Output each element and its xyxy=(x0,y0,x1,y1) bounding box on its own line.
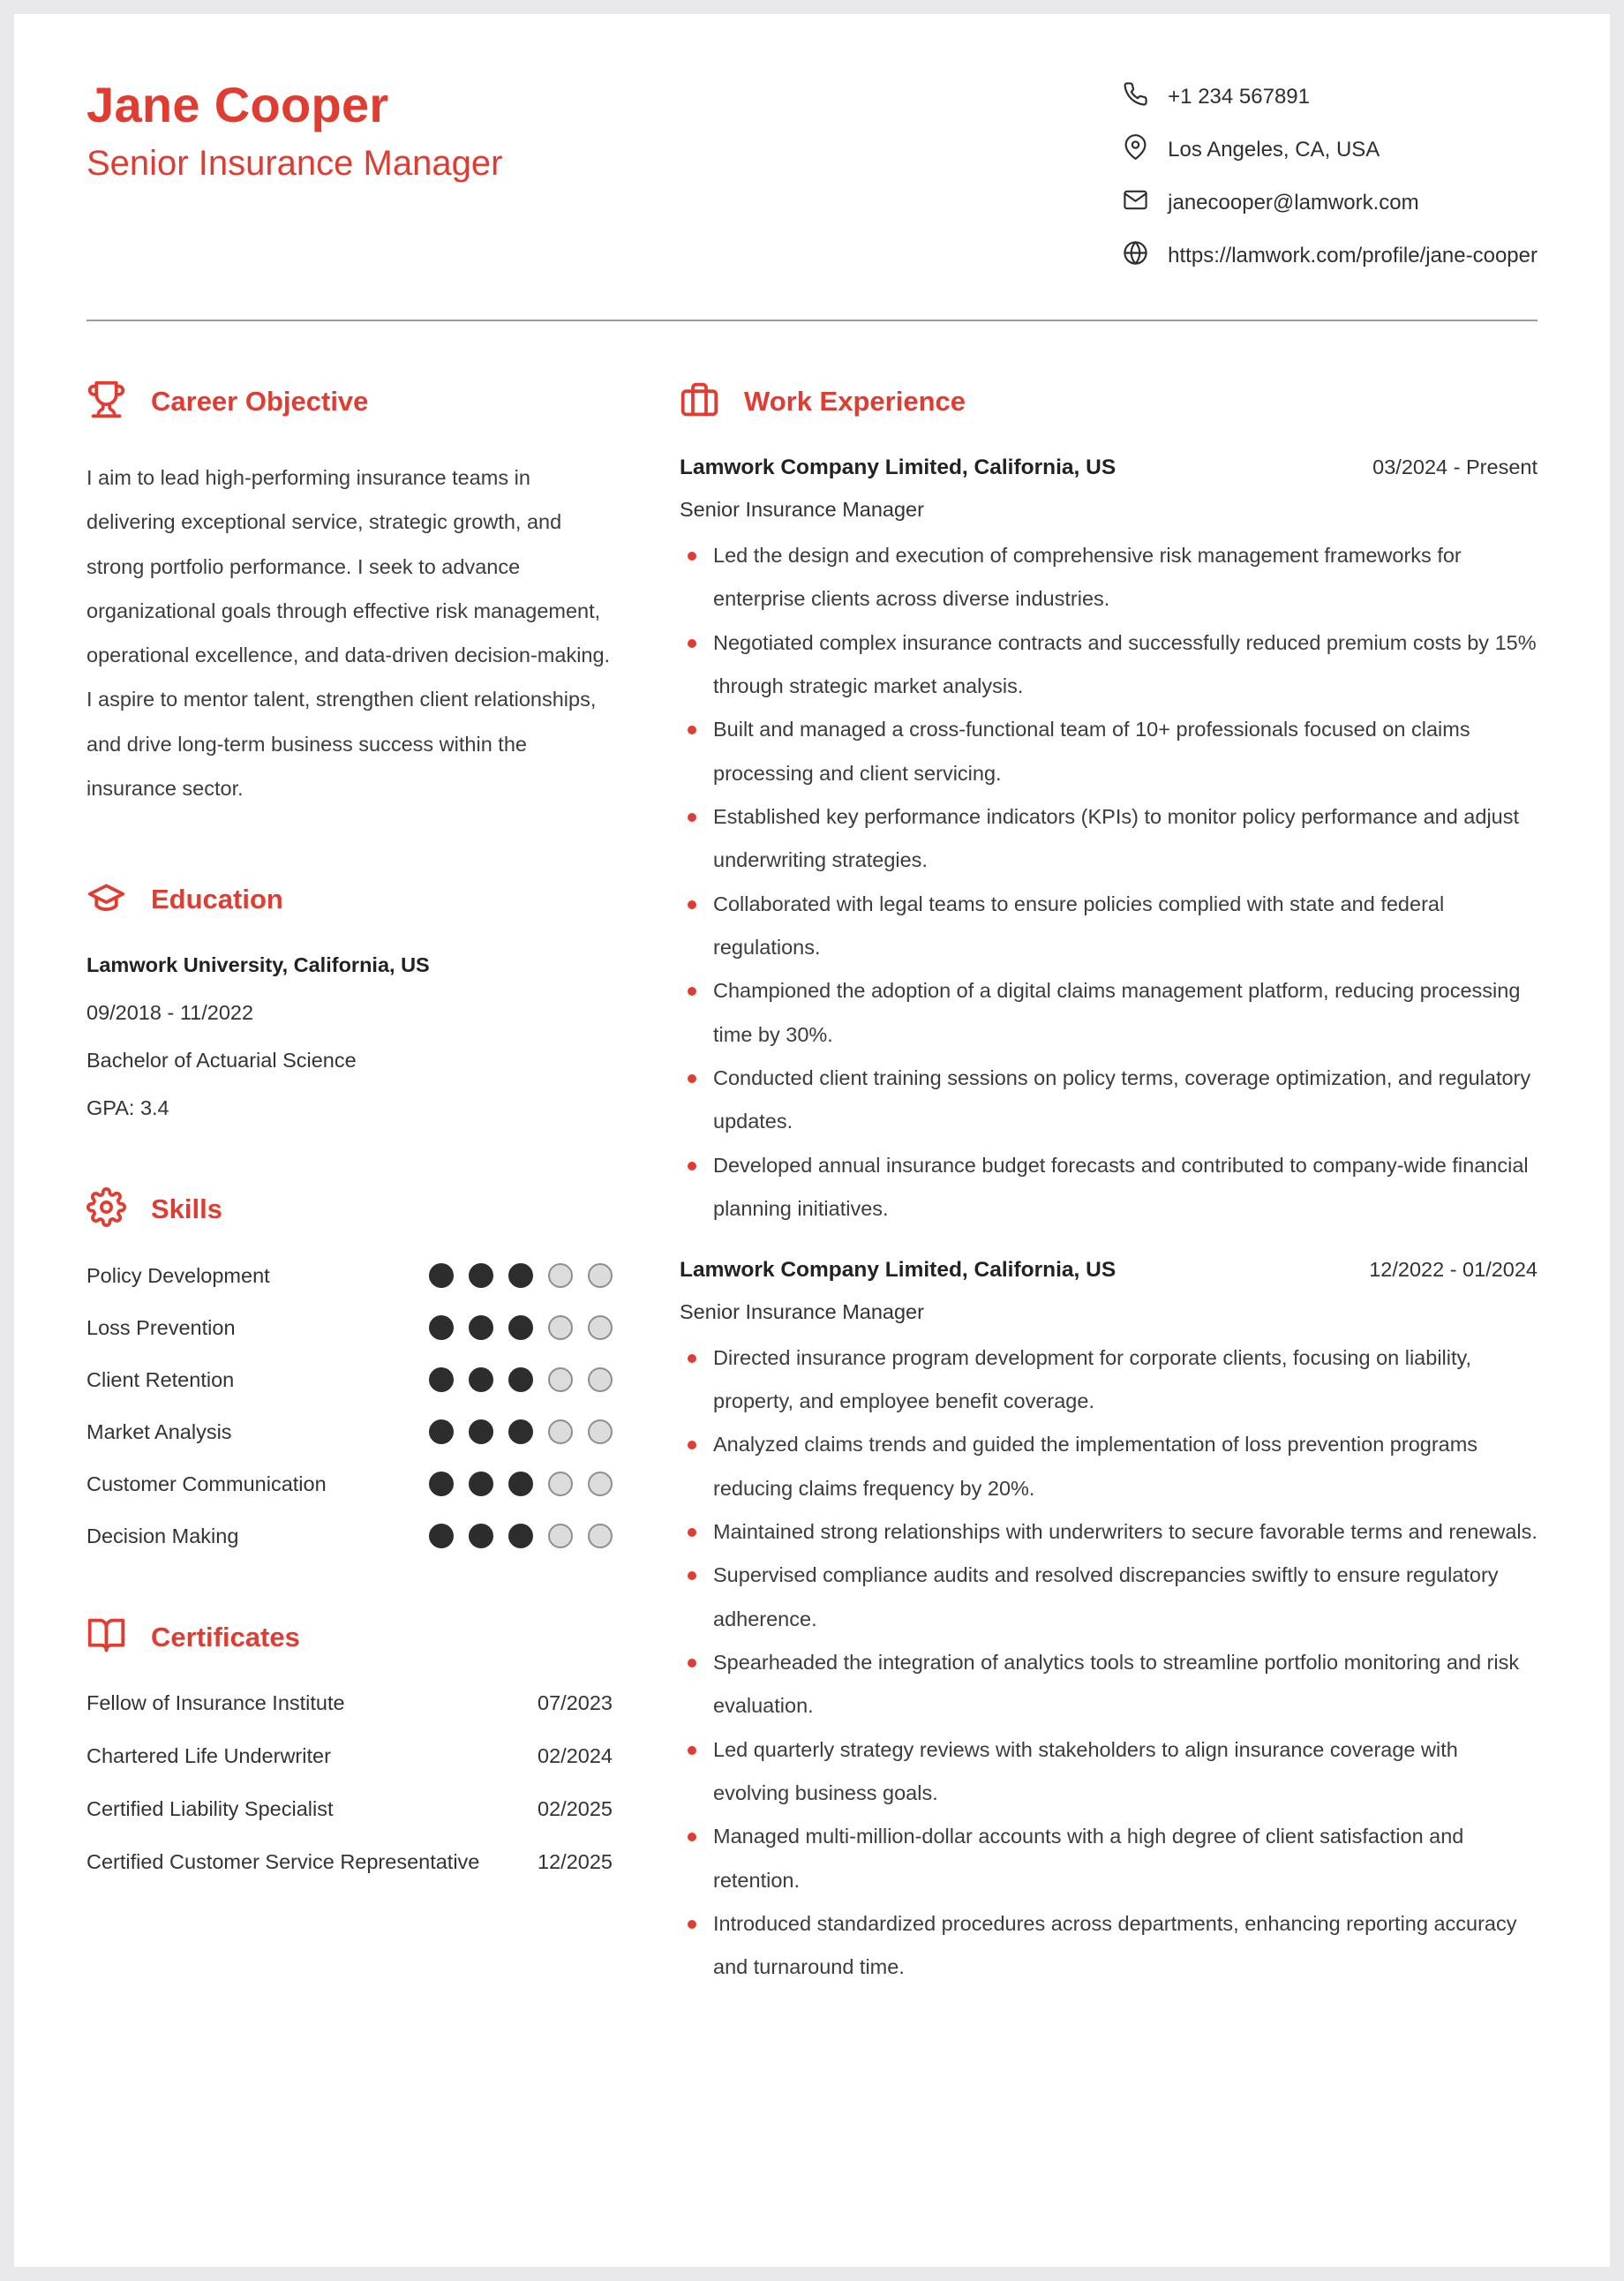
skill-dot-empty xyxy=(548,1419,573,1444)
skill-dot-filled xyxy=(508,1263,533,1288)
certificate-date: 02/2024 xyxy=(538,1744,613,1768)
experience-bullet: Championed the adoption of a digital claims management platform, reducing processing time by 30%. xyxy=(680,969,1538,1057)
section-work-experience xyxy=(680,380,1538,1990)
contact-location xyxy=(1123,134,1538,166)
certificate-date: 02/2025 xyxy=(538,1797,613,1821)
skill-dot-empty xyxy=(548,1367,573,1392)
skill-dot-filled xyxy=(508,1367,533,1392)
contact-phone xyxy=(1123,81,1538,113)
contact-location-text: Los Angeles, CA, USA xyxy=(1168,138,1380,162)
contact-email-text: janecooper@lamwork.com xyxy=(1168,191,1419,215)
skill-label: Loss Prevention xyxy=(86,1315,236,1339)
email-icon xyxy=(1123,187,1148,219)
experience-bullet: Spearheaded the integration of analytics tools to streamline portfolio monitoring and risk evaluation. xyxy=(680,1641,1538,1728)
certificate-row xyxy=(86,1850,613,1874)
skill-row xyxy=(86,1419,613,1444)
certificate-name: Certified Liability Specialist xyxy=(86,1797,334,1821)
experience-bullet: Analyzed claims trends and guided the implementation of loss prevention programs reducing claims frequency by 20%. xyxy=(680,1423,1538,1510)
education-gpa: GPA: 3.4 xyxy=(86,1096,169,1120)
certificate-name: Fellow of Insurance Institute xyxy=(86,1691,345,1715)
experience-bullet: Collaborated with legal teams to ensure policies complied with state and federal regulations. xyxy=(680,883,1538,970)
skill-dot-empty xyxy=(588,1315,613,1340)
skill-dot-empty xyxy=(548,1472,573,1496)
gear-icon xyxy=(86,1187,126,1231)
skill-label: Customer Communication xyxy=(86,1472,327,1495)
website-icon xyxy=(1123,240,1148,272)
skill-dot-empty xyxy=(548,1263,573,1288)
skill-dot-filled xyxy=(429,1315,454,1340)
skill-dot-empty xyxy=(588,1524,613,1548)
career-objective-text: I aim to lead high-performing insurance teams in delivering exceptional service, strategic growth, and strong portfolio performance. I seek to advance organizational goals through effective risk management, operational excellence, and data-driven decision-making. I aspire to mentor talent, strengthen client relationships, and drive long-term business success within the insurance sector. xyxy=(86,466,611,800)
skill-rating xyxy=(429,1524,613,1548)
skill-dot-empty xyxy=(588,1419,613,1444)
certificate-row xyxy=(86,1691,613,1715)
skill-rating xyxy=(429,1315,613,1340)
identity-block xyxy=(86,76,502,184)
certificate-name: Chartered Life Underwriter xyxy=(86,1744,331,1768)
skills-heading xyxy=(86,1187,613,1231)
contact-phone-text: +1 234 567891 xyxy=(1168,85,1310,109)
location-icon xyxy=(1123,134,1148,166)
person-title: Senior Insurance Manager xyxy=(86,144,503,183)
job-company: Lamwork Company Limited, California, US xyxy=(680,455,1116,479)
experience-bullet: Directed insurance program development for corporate clients, focusing on liability, property, and employee benefit coverage. xyxy=(680,1336,1538,1424)
job-company: Lamwork Company Limited, California, US xyxy=(680,1257,1116,1282)
experience-bullet: Led the design and execution of comprehensive risk management frameworks for enterprise clients across diverse industries. xyxy=(680,534,1538,621)
certificate-name: Certified Customer Service Representative xyxy=(86,1850,480,1874)
job-dates: 12/2022 - 01/2024 xyxy=(1369,1257,1538,1281)
briefcase-icon xyxy=(680,380,719,424)
skill-dot-filled xyxy=(469,1472,493,1496)
skill-dot-filled xyxy=(469,1524,493,1548)
contact-website-text: https://lamwork.com/profile/jane-cooper xyxy=(1168,244,1538,267)
skill-dot-filled xyxy=(469,1315,493,1340)
job-position: Senior Insurance Manager xyxy=(680,498,924,521)
skill-row xyxy=(86,1315,613,1340)
education-school: Lamwork University, California, US xyxy=(86,953,430,977)
skill-dot-filled xyxy=(429,1263,454,1288)
section-career-objective xyxy=(86,380,613,810)
phone-icon xyxy=(1123,81,1148,113)
skill-row xyxy=(86,1524,613,1548)
certificate-date: 07/2023 xyxy=(538,1691,613,1715)
section-title: Education xyxy=(151,884,283,915)
certificate-date: 12/2025 xyxy=(538,1850,613,1874)
right-column xyxy=(680,380,1538,2057)
open-book-icon xyxy=(86,1615,126,1660)
skill-dot-filled xyxy=(508,1524,533,1548)
job-header xyxy=(680,455,1538,480)
certificate-row xyxy=(86,1797,613,1821)
skill-dot-empty xyxy=(588,1367,613,1392)
section-title: Work Experience xyxy=(744,386,966,417)
skill-rating xyxy=(429,1367,613,1392)
section-title: Certificates xyxy=(151,1622,300,1653)
skill-dot-empty xyxy=(588,1263,613,1288)
experience-bullet: Led quarterly strategy reviews with stakeholders to align insurance coverage with evolving business goals. xyxy=(680,1728,1538,1816)
experience-bullet: Established key performance indicators (KPIs) to monitor policy performance and adjust underwriting strategies. xyxy=(680,795,1538,883)
skill-row xyxy=(86,1472,613,1496)
skill-dot-filled xyxy=(429,1367,454,1392)
skill-dot-filled xyxy=(508,1419,533,1444)
skill-label: Market Analysis xyxy=(86,1419,232,1443)
experience-bullet: Developed annual insurance budget forecasts and contributed to company-wide financial planning initiatives. xyxy=(680,1144,1538,1231)
experience-bullet: Supervised compliance audits and resolved discrepancies swiftly to ensure regulatory adherence. xyxy=(680,1554,1538,1641)
skill-rating xyxy=(429,1472,613,1496)
experience-bullet: Maintained strong relationships with underwriters to secure favorable terms and renewals. xyxy=(680,1510,1538,1554)
job-dates: 03/2024 - Present xyxy=(1372,455,1538,478)
contact-website[interactable] xyxy=(1123,240,1538,272)
education-degree: Bachelor of Actuarial Science xyxy=(86,1049,357,1073)
contact-block xyxy=(1123,81,1538,272)
career-objective-heading xyxy=(86,380,613,424)
skill-dot-filled xyxy=(429,1472,454,1496)
section-education xyxy=(86,877,613,1120)
job-bullets xyxy=(680,1336,1538,1990)
skill-dot-filled xyxy=(469,1367,493,1392)
skill-dot-filled xyxy=(429,1524,454,1548)
skill-dot-filled xyxy=(469,1263,493,1288)
content-columns xyxy=(86,380,1538,2057)
skill-label: Client Retention xyxy=(86,1367,235,1391)
graduation-cap-icon xyxy=(86,877,126,922)
section-skills xyxy=(86,1187,613,1548)
section-title: Career Objective xyxy=(151,386,369,417)
certificate-row xyxy=(86,1744,613,1768)
contact-email[interactable] xyxy=(1123,187,1538,219)
trophy-icon xyxy=(86,380,126,424)
job-entry xyxy=(680,455,1538,1231)
skill-dot-filled xyxy=(508,1472,533,1496)
work-experience-heading xyxy=(680,380,1538,424)
skill-dot-empty xyxy=(548,1315,573,1340)
skill-row xyxy=(86,1367,613,1392)
skill-dot-empty xyxy=(548,1524,573,1548)
skill-dot-filled xyxy=(508,1315,533,1340)
left-column xyxy=(86,380,613,2057)
experience-bullet: Negotiated complex insurance contracts and successfully reduced premium costs by 15% through strategic market analysis. xyxy=(680,621,1538,709)
skill-dot-filled xyxy=(469,1419,493,1444)
section-certificates xyxy=(86,1615,613,1874)
job-position: Senior Insurance Manager xyxy=(680,1299,924,1323)
skill-label: Policy Development xyxy=(86,1263,270,1287)
header xyxy=(86,76,1538,272)
skill-rating xyxy=(429,1419,613,1444)
skill-dot-filled xyxy=(429,1419,454,1444)
skill-dot-empty xyxy=(588,1472,613,1496)
experience-bullet: Conducted client training sessions on policy terms, coverage optimization, and regulatory updates. xyxy=(680,1057,1538,1144)
skill-rating xyxy=(429,1263,613,1288)
section-title: Skills xyxy=(151,1193,222,1225)
education-heading xyxy=(86,877,613,922)
education-dates: 09/2018 - 11/2022 xyxy=(86,1001,254,1025)
experience-bullet: Introduced standardized procedures across departments, enhancing reporting accuracy and turnaround time. xyxy=(680,1902,1538,1990)
skill-row xyxy=(86,1263,613,1288)
job-header xyxy=(680,1258,1538,1283)
job-entry xyxy=(680,1258,1538,1990)
resume-page xyxy=(14,14,1610,2267)
skill-label: Decision Making xyxy=(86,1524,239,1547)
header-divider xyxy=(86,320,1538,321)
certificates-heading xyxy=(86,1615,613,1660)
job-bullets xyxy=(680,534,1538,1231)
experience-bullet: Built and managed a cross-functional team of 10+ professionals focused on claims processing and client servicing. xyxy=(680,708,1538,795)
experience-bullet: Managed multi-million-dollar accounts with a high degree of client satisfaction and retention. xyxy=(680,1815,1538,1902)
person-name: Jane Cooper xyxy=(86,77,389,132)
